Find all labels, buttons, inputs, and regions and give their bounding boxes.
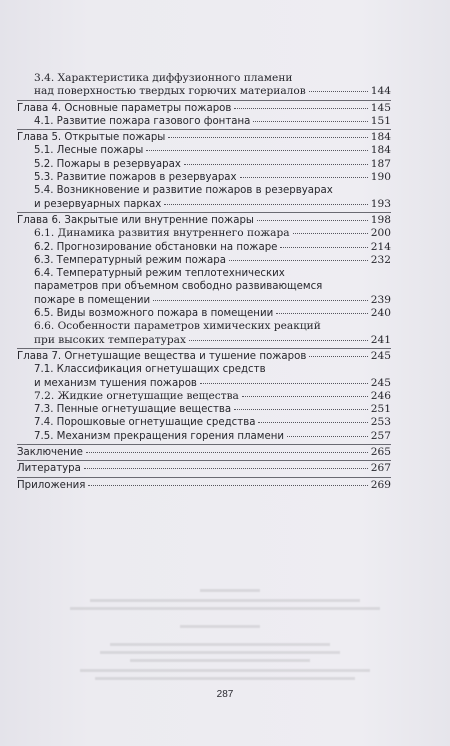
toc-entry-title: 6.4. Температурный режим теплотехнических	[34, 268, 285, 280]
page-ref: 144	[370, 85, 391, 98]
toc-conclusion[interactable]	[17, 446, 391, 459]
toc-entry-title: 7.1. Классификация огнетушащих средств	[34, 364, 266, 376]
toc-entry-5-3[interactable]	[17, 171, 391, 184]
page-ref: 239	[370, 293, 391, 306]
toc-entry-title: 6.2. Прогнозирование обстановки на пожаре	[34, 241, 278, 253]
page-ref: 184	[370, 131, 391, 144]
dot-leader	[287, 436, 368, 437]
page-ref: 184	[370, 144, 391, 157]
toc-entry-title: 5.1. Лесные пожары	[34, 145, 144, 157]
toc-entry-title: Приложения	[17, 479, 86, 491]
toc-entry-title: Глава 4. Основные параметры пожаров	[17, 102, 232, 114]
page-ref: 151	[370, 114, 391, 127]
page-ref: 232	[370, 253, 391, 266]
toc-entry-5-4[interactable]	[17, 184, 391, 211]
toc-chapter-7[interactable]	[17, 350, 391, 363]
dot-leader	[164, 204, 368, 205]
toc-entry-title: 5.4. Возникновение и развитие пожаров в резервуарах	[34, 185, 333, 197]
toc-chapter-5[interactable]	[17, 131, 391, 144]
bleed-through-imprint	[70, 585, 380, 695]
dot-leader	[200, 383, 368, 384]
page-ref: 257	[370, 429, 391, 442]
page-ref: 265	[370, 446, 391, 459]
page-number: 287	[216, 689, 234, 700]
page-ref: 198	[370, 213, 391, 226]
toc-entry-title: Глава 6. Закрытые или внутренние пожары	[17, 214, 254, 226]
page-ref: 241	[370, 333, 391, 346]
toc-entry-6-4[interactable]	[17, 267, 391, 307]
dot-leader	[276, 313, 368, 314]
toc-entry-title: 5.2. Пожары в резервуарах	[34, 158, 181, 170]
divider	[17, 129, 391, 130]
divider	[17, 477, 391, 478]
toc-entry-title: 7.3. Пенные огнетушащие вещества	[34, 404, 232, 416]
divider	[17, 100, 391, 101]
toc-entry-title-cont: над поверхностью твердых горючих материалов	[34, 85, 306, 98]
dot-leader	[189, 340, 368, 341]
toc-literature[interactable]	[17, 462, 391, 475]
toc-entry-6-3[interactable]	[17, 254, 391, 267]
toc-entry-title: Глава 5. Открытые пожары	[17, 132, 166, 144]
toc-entry-5-1[interactable]	[17, 144, 391, 157]
divider	[17, 212, 391, 213]
toc-entry-6-5[interactable]	[17, 307, 391, 320]
toc-entry-title: 6.6. Особенности параметров химических реакций	[34, 320, 321, 333]
page-ref: 193	[370, 197, 391, 210]
toc-entry-5-2[interactable]	[17, 158, 391, 171]
toc-entry-title: 5.3. Развитие пожаров в резервуарах	[34, 172, 237, 184]
dot-leader	[309, 356, 367, 357]
dot-leader	[168, 137, 367, 138]
toc-entry-4-1[interactable]	[17, 115, 391, 128]
dot-leader	[240, 177, 368, 178]
page-ref: 251	[370, 403, 391, 416]
toc-entry-6-1[interactable]	[17, 227, 391, 240]
dot-leader	[258, 422, 367, 423]
toc-entry-6-6[interactable]	[17, 320, 391, 347]
toc-entry-title: Глава 7. Огнетушащие вещества и тушение пожаров	[17, 350, 307, 362]
page-ref: 200	[370, 227, 391, 240]
toc-entry-title-cont: при высоких температурах	[34, 333, 186, 346]
page-ref: 190	[370, 171, 391, 184]
dot-leader	[242, 396, 368, 397]
dot-leader	[253, 121, 367, 122]
table-of-contents	[17, 72, 391, 492]
toc-entry-title: 7.5. Механизм прекращения горения пламени	[34, 430, 285, 442]
divider	[17, 444, 391, 445]
toc-entry-title: 6.1. Динамика развития внутреннего пожара	[34, 227, 290, 240]
toc-entry-title-cont: пожаре в помещении	[34, 294, 151, 306]
dot-leader	[88, 485, 367, 486]
page-ref: 145	[370, 101, 391, 114]
dot-leader	[86, 452, 368, 453]
toc-entry-7-5[interactable]	[17, 430, 391, 443]
dot-leader	[184, 164, 368, 165]
page-ref: 245	[370, 349, 391, 362]
toc-entry-6-2[interactable]	[17, 241, 391, 254]
toc-entry-7-2[interactable]	[17, 390, 391, 403]
toc-entry-7-4[interactable]	[17, 416, 391, 429]
toc-chapter-4[interactable]	[17, 102, 391, 115]
page-ref: 245	[370, 376, 391, 389]
page-ref: 269	[370, 478, 391, 491]
dot-leader	[280, 247, 367, 248]
toc-entry-title-cont: и резервуарных парках	[34, 198, 162, 210]
toc-chapter-6[interactable]	[17, 214, 391, 227]
dot-leader	[309, 91, 368, 92]
dot-leader	[153, 300, 368, 301]
toc-entry-7-1[interactable]	[17, 363, 391, 390]
toc-entry-7-3[interactable]	[17, 403, 391, 416]
toc-entry-3-4[interactable]	[17, 72, 391, 99]
page-ref: 267	[370, 462, 391, 475]
divider	[17, 460, 391, 461]
toc-entry-title: Заключение	[17, 447, 83, 459]
dot-leader	[146, 150, 368, 151]
toc-entry-title: 4.1. Развитие пожара газового фонтана	[34, 115, 251, 127]
dot-leader	[234, 409, 368, 410]
toc-entry-title: Литература	[17, 463, 81, 475]
divider	[17, 348, 391, 349]
toc-entry-title-cont: и механизм тушения пожаров	[34, 377, 197, 389]
page-ref: 253	[370, 416, 391, 429]
page-ref: 187	[370, 157, 391, 170]
toc-entry-title: 7.4. Порошковые огнетушащие средства	[34, 417, 256, 429]
dot-leader	[234, 108, 367, 109]
toc-entry-title: 6.3. Температурный режим пожара	[34, 254, 226, 266]
toc-entry-title: 7.2. Жидкие огнетушащие вещества	[34, 389, 239, 402]
toc-appendix[interactable]	[17, 479, 391, 492]
page-ref: 246	[370, 389, 391, 402]
dot-leader	[229, 260, 368, 261]
dot-leader	[257, 220, 368, 221]
toc-entry-title: 3.4. Характеристика диффузионного пламени	[34, 72, 293, 84]
dot-leader	[84, 468, 368, 469]
page-ref: 214	[370, 240, 391, 253]
page-ref: 240	[370, 307, 391, 320]
toc-entry-title-cont: параметров при объемном свободно развивающемся	[34, 281, 323, 293]
toc-entry-title: 6.5. Виды возможного пожара в помещении	[34, 308, 274, 320]
dot-leader	[293, 233, 368, 234]
